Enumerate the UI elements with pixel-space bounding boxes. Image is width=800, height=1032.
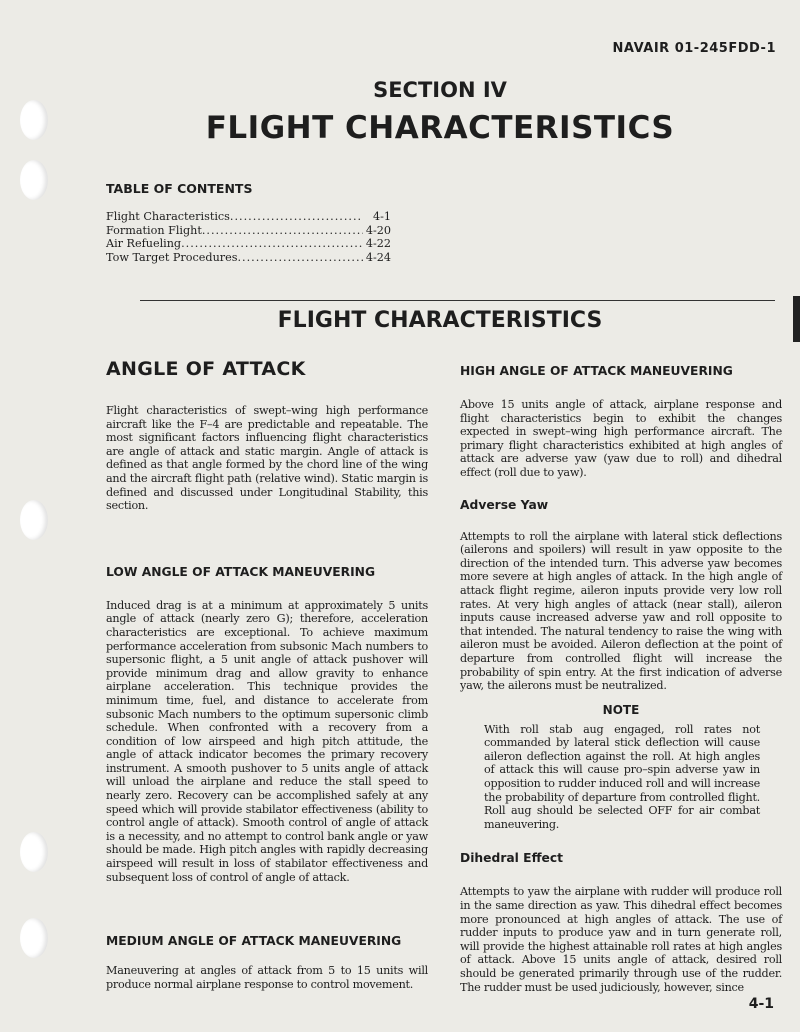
low-aoa-heading: LOW ANGLE OF ATTACK MANEUVERING xyxy=(106,564,376,579)
toc-entry-page: 4-1 xyxy=(372,210,391,223)
toc-leader-dots xyxy=(181,237,363,251)
toc-entry[interactable] xyxy=(106,210,391,224)
note-label: NOTE xyxy=(602,702,640,717)
document-code: NAVAIR 01-245FDD-1 xyxy=(612,41,776,56)
section-divider-rule xyxy=(140,300,775,301)
toc-entry-label: Tow Target Procedures xyxy=(106,250,238,264)
page-number: 4-1 xyxy=(748,996,774,1012)
chapter-heading: FLIGHT CHARACTERISTICS xyxy=(277,308,603,333)
table-of-contents xyxy=(106,210,391,264)
binder-hole xyxy=(20,832,48,872)
left-column xyxy=(106,358,428,991)
high-aoa-heading: HIGH ANGLE OF ATTACK MANEUVERING xyxy=(460,364,733,378)
adverse-yaw-paragraph: Attempts to roll the airplane with lateral stick deflections (ailerons and spoilers) will result in yaw opposite to the direction of the intended turn. This adverse yaw becomes more severe at high angles of attack. In the high angle of attack flight regime, aileron inputs provide very low roll rates. At very high angles of attack (near stall), aileron inputs cause increased adverse yaw and roll opposite to that intended. The natural tendency to raise the wing with aileron must be avoided. Aileron deflection at the point of departure from controlled flight will increase the probability of spin entry. At the first indication of adverse yaw, the ailerons must be neutralized. xyxy=(460,529,782,693)
note-paragraph: With roll stab aug engaged, roll rates not commanded by lateral stick deflection will cause aileron deflection against the roll. At high angles of attack this will cause pro–spin adverse yaw in opposition to rudder induced roll and will increase the probability of departure from controlled flight. Roll aug should be selected OFF for air combat maneuvering. xyxy=(484,722,760,831)
binder-hole xyxy=(20,500,48,540)
toc-entry-label: Formation Flight xyxy=(106,223,202,237)
toc-entry-page: 4-22 xyxy=(365,237,391,251)
section-number: SECTION IV xyxy=(373,78,507,102)
adverse-yaw-heading: Adverse Yaw xyxy=(460,497,549,512)
toc-entry[interactable] xyxy=(106,237,391,251)
medium-aoa-heading: MEDIUM ANGLE OF ATTACK MANEUVERING xyxy=(106,934,402,949)
binder-hole xyxy=(20,918,48,958)
toc-entry-page: 4-24 xyxy=(365,250,391,264)
right-column xyxy=(460,358,782,994)
medium-aoa-paragraph: Maneuvering at angles of attack from 5 to 15 units will produce normal airplane response to control movement. xyxy=(106,964,428,991)
toc-entry-page: 4-20 xyxy=(365,223,391,237)
low-aoa-paragraph: Induced drag is at a minimum at approximately 5 units angle of attack (nearly zero G); therefore, acceleration characteristics are exceptional. To achieve maximum performance acceleration from subsonic Mach numbers to supersonic flight, a 5 unit angle of attack pushover will provide minimum drag and allow gravity to enhance airplane acceleration. This technique provides the minimum time, fuel, and distance to accelerate from subsonic Mach numbers to the optimum supersonic climb schedule. When confronted with a recovery from a condition of low airspeed and high pitch attitude, the angle of attack indicator becomes the primary recovery instrument. A smooth pushover to 5 units angle of attack will unload the airplane and reduce the stall speed to nearly zero. Recovery can be accomplished safely at any speed which will provide stabilator effectiveness (ability to control angle of attack). Smooth control of angle of attack is a necessity, and no attempt to control bank angle or yaw should be made. High pitch angles with rapidly decreasing airspeed will result in loss of stabilator effectiveness and subsequent loss of control of angle of attack. xyxy=(106,598,428,884)
binder-hole xyxy=(20,160,48,200)
dihedral-effect-paragraph: Attempts to yaw the airplane with rudder will produce roll in the same direction as yaw. This dihedral effect becomes more pronounced at high angles of attack. The use of rudder inputs to produce yaw and in turn generate roll, will provide the highest attainable roll rates at high angles of attack. Above 15 units angle of attack, desired roll should be generated primarily through use of the rudder. The rudder must be used judiciously, however, since xyxy=(460,885,782,994)
toc-leader-dots xyxy=(230,210,363,224)
toc-entry[interactable] xyxy=(106,251,391,265)
high-aoa-paragraph: Above 15 units angle of attack, airplane response and flight characteristics begin to exhibit the changes expected in swept–wing high performance aircraft. The primary flight characteristics exhibited at high angles of attack are adverse yaw (yaw due to roll) and dihedral effect (roll due to yaw). xyxy=(460,398,782,479)
section-title: FLIGHT CHARACTERISTICS xyxy=(205,110,675,146)
toc-leader-dots xyxy=(237,251,363,265)
toc-leader-dots xyxy=(202,224,363,238)
toc-entry-label: Flight Characteristics xyxy=(106,210,230,223)
toc-heading: TABLE OF CONTENTS xyxy=(106,181,253,196)
dihedral-effect-heading: Dihedral Effect xyxy=(460,851,564,866)
toc-entry-label: Air Refueling xyxy=(106,237,182,251)
aoa-heading: ANGLE OF ATTACK xyxy=(106,358,306,380)
toc-entry[interactable] xyxy=(106,224,391,238)
aoa-paragraph: Flight characteristics of swept–wing high performance aircraft like the F–4 are predictable and repeatable. The most significant factors influencing flight characteristics are angle of attack and static margin. Angle of attack is defined as that angle formed by the chord line of the wing and the aircraft flight path (relative wind). Static margin is defined and discussed under Longitudinal Stability, this section. xyxy=(106,404,428,513)
